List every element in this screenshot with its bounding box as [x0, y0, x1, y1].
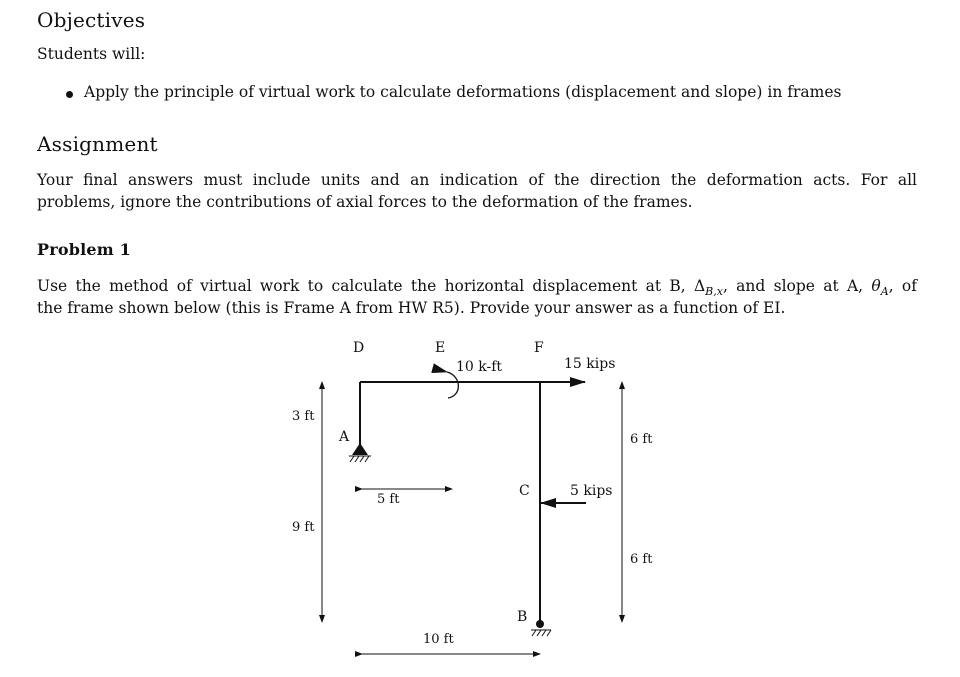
dim-label-inner-5ft: 5 ft	[377, 492, 400, 507]
node-label-E: E	[435, 340, 446, 356]
assignment-heading: Assignment	[37, 132, 158, 156]
dim-label-right-6ft-bottom: 6 ft	[630, 552, 653, 567]
objectives-intro: Students will:	[37, 45, 146, 63]
node-label-D: D	[353, 340, 365, 356]
theta-symbol: θ	[871, 277, 881, 295]
delta-symbol: Δ	[693, 277, 706, 295]
pin-support-A	[349, 443, 371, 462]
problem-text-b: , and slope at A,	[722, 277, 872, 295]
problem-line-2: the frame shown below (this is Frame A from HW R5). Provide your answer as a function of EI.	[37, 299, 786, 317]
problem-heading: Problem 1	[37, 240, 132, 259]
objectives-heading: Objectives	[37, 8, 146, 32]
moment-label: 10 k-ft	[456, 359, 503, 375]
objective-bullet-text: Apply the principle of virtual work to calculate deformations (displacement and slope) in frames	[84, 83, 842, 101]
moment-arrow-icon	[447, 372, 458, 398]
problem-text-a: Use the method of virtual work to calculate the horizontal displacement at B,	[37, 277, 694, 295]
node-label-F: F	[534, 340, 544, 356]
assignment-line-1: Your final answers must include units and an indication of the direction the deformation acts. For all	[37, 171, 917, 189]
node-label-C: C	[519, 483, 530, 499]
assignment-line-2: problems, ignore the contributions of axial forces to the deformation of the frames.	[37, 193, 693, 211]
dim-label-left-3ft: 3 ft	[292, 409, 315, 424]
dim-label-left-9ft: 9 ft	[292, 520, 315, 535]
delta-subscript: B,x	[705, 285, 723, 299]
force-label-15kips: 15 kips	[564, 356, 616, 372]
force-label-5kips: 5 kips	[570, 483, 613, 499]
pin-support-B	[531, 620, 551, 636]
dim-label-right-6ft-top: 6 ft	[630, 432, 653, 447]
dim-label-bottom-10ft: 10 ft	[423, 632, 454, 647]
theta-subscript: A	[880, 285, 889, 299]
problem-text-c: , of	[888, 277, 917, 295]
node-label-B: B	[517, 609, 528, 625]
node-label-A: A	[339, 429, 350, 445]
